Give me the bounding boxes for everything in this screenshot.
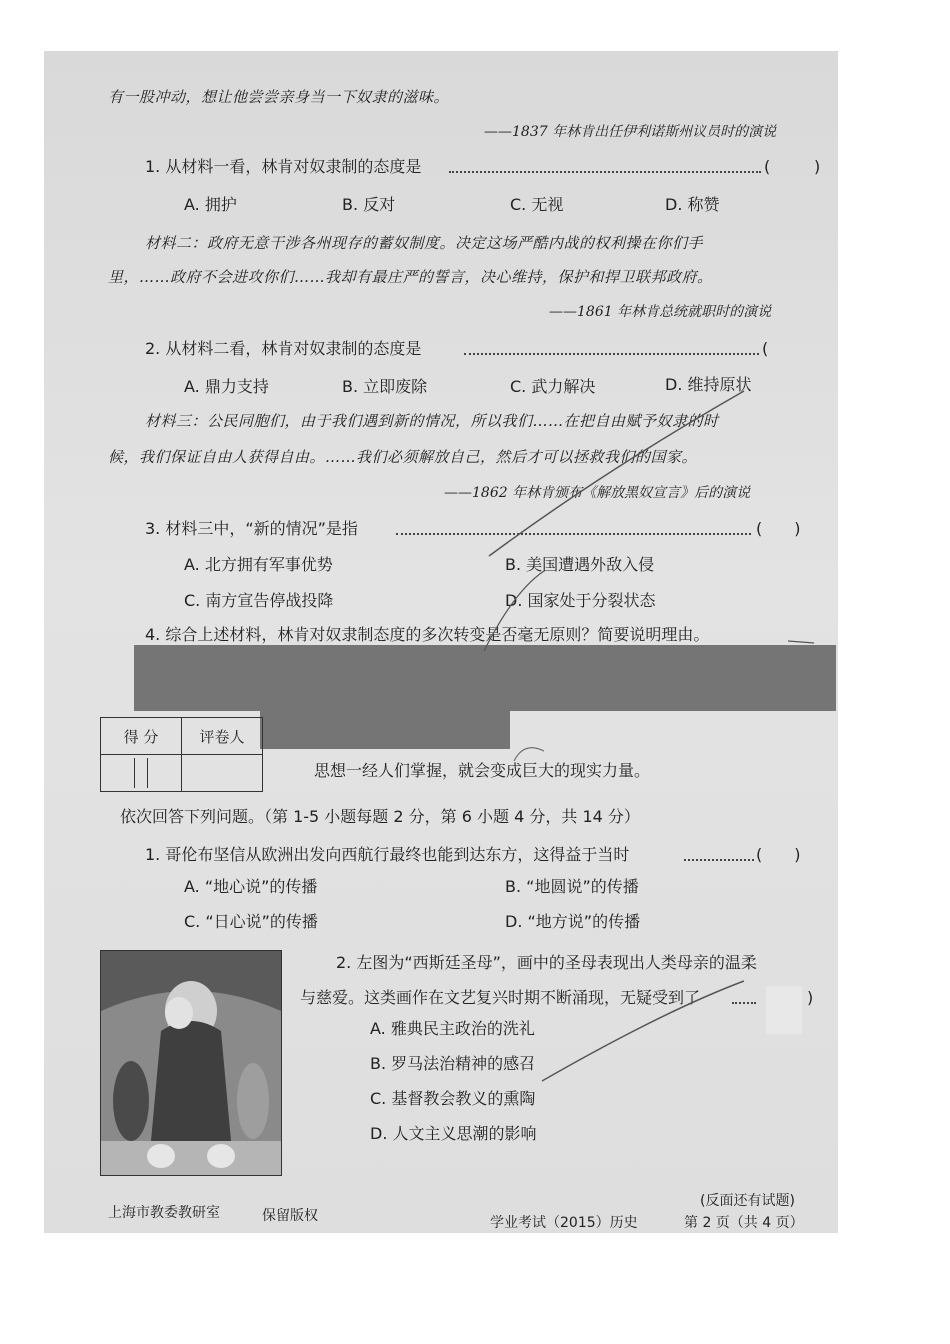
q1-paren-close: ) [814, 157, 821, 176]
pen-marks [44, 51, 838, 1233]
footer-exam: 学业考试（2015）历史 [490, 1215, 638, 1231]
q1-option-d[interactable]: D. 称赞 [665, 195, 720, 214]
section-instruction: 依次回答下列问题。（第 1-5 小题每题 2 分，第 6 小题 4 分，共 14 分） [120, 807, 640, 826]
s-q1-option-d[interactable]: D. “地方说”的传播 [505, 912, 641, 931]
exam-paper [44, 51, 838, 1233]
s-q1-option-a[interactable]: A. “地心说”的传播 [184, 877, 318, 896]
s-q2-option-b[interactable]: B. 罗马法治精神的感召 [370, 1054, 536, 1073]
material3-line2: 候，我们保证自由人获得自由。……我们必须解放自己，然后才可以拯救我们的国家。 [108, 448, 698, 466]
q2-option-d[interactable]: D. 维持原状 [665, 375, 752, 394]
material1-source: ——1837 年林肯出任伊利诺斯州议员时的演说 [484, 124, 777, 140]
q2-option-c[interactable]: C. 武力解决 [510, 377, 596, 396]
q4-stem: 4. 综合上述材料，林肯对奴隶制态度的多次转变是否毫无原则？简要说明理由。 [145, 625, 710, 644]
q1-stem: 1. 从材料一看，林肯对奴隶制的态度是 [145, 157, 422, 176]
s-q2-option-a[interactable]: A. 雅典民主政治的洗礼 [370, 1019, 535, 1038]
footer-rights: 保留版权 [262, 1208, 318, 1224]
material1-text: 有一股冲动，想让他尝尝亲身当一下奴隶的滋味。 [108, 88, 450, 106]
footer-note: (反面还有试题) [700, 1193, 795, 1209]
q2-paren[interactable]: ( [762, 339, 769, 358]
section-quote: 思想一经人们掌握，就会变成巨大的现实力量。 [314, 761, 651, 780]
q3-option-c[interactable]: C. 南方宣告停战投降 [184, 591, 334, 610]
s-q2-stem-line1: 2. 左图为“西斯廷圣母”，画中的圣母表现出人类母亲的温柔 [336, 953, 757, 972]
s-q1-stem: 1. 哥伦布坚信从欧洲出发向西航行最终也能到达东方，这得益于当时 [145, 845, 630, 864]
material2-line2: 里，……政府不会进攻你们……我却有最庄严的誓言，决心维持，保护和捍卫联邦政府。 [108, 268, 713, 286]
score-header: 得 分 [101, 718, 182, 755]
s-q1-option-c[interactable]: C. “日心说”的传播 [184, 912, 318, 931]
q1-paren[interactable]: ( [764, 157, 771, 176]
footer-publisher: 上海市教委教研室 [108, 1205, 220, 1221]
q2-option-a[interactable]: A. 鼎力支持 [184, 377, 269, 396]
q3-option-b[interactable]: B. 美国遭遇外敌入侵 [505, 555, 655, 574]
material2-line1: 材料二：政府无意干涉各州现存的蓄奴制度。决定这场严酷内战的权利操在你们手 [145, 234, 704, 252]
s-q1-option-b[interactable]: B. “地圆说”的传播 [505, 877, 639, 896]
q3-option-a[interactable]: A. 北方拥有军事优势 [184, 555, 333, 574]
q1-option-a[interactable]: A. 拥护 [184, 195, 237, 214]
material3-source: ——1862 年林肯颁布《解放黑奴宣言》后的演说 [444, 485, 751, 501]
material2-source: ——1861 年林肯总统就职时的演说 [549, 304, 772, 320]
q1-option-c[interactable]: C. 无视 [510, 195, 564, 214]
q3-paren[interactable]: ( ) [756, 519, 801, 538]
q3-option-d[interactable]: D. 国家处于分裂状态 [505, 591, 656, 610]
q2-stem: 2. 从材料二看，林肯对奴隶制的态度是 [145, 339, 422, 358]
s-q2-option-d[interactable]: D. 人文主义思潮的影响 [370, 1124, 537, 1143]
q1-option-b[interactable]: B. 反对 [342, 195, 396, 214]
grader-header: 评卷人 [182, 718, 263, 755]
footer-page: 第 2 页（共 4 页） [684, 1215, 804, 1231]
material3-line1: 材料三：公民同胞们，由于我们遇到新的情况，所以我们……在把自由赋予奴隶的时 [145, 412, 719, 430]
s-q2-paren[interactable]: ) [807, 988, 814, 1007]
q3-stem: 3. 材料三中，“新的情况”是指 [145, 519, 358, 538]
s-q2-stem-line2: 与慈爱。这类画作在文艺复兴时期不断涌现，无疑受到了 [300, 988, 701, 1007]
s-q1-paren[interactable]: ( ) [756, 845, 801, 864]
s-q2-option-c[interactable]: C. 基督教会教义的熏陶 [370, 1089, 536, 1108]
q2-option-b[interactable]: B. 立即废除 [342, 377, 428, 396]
